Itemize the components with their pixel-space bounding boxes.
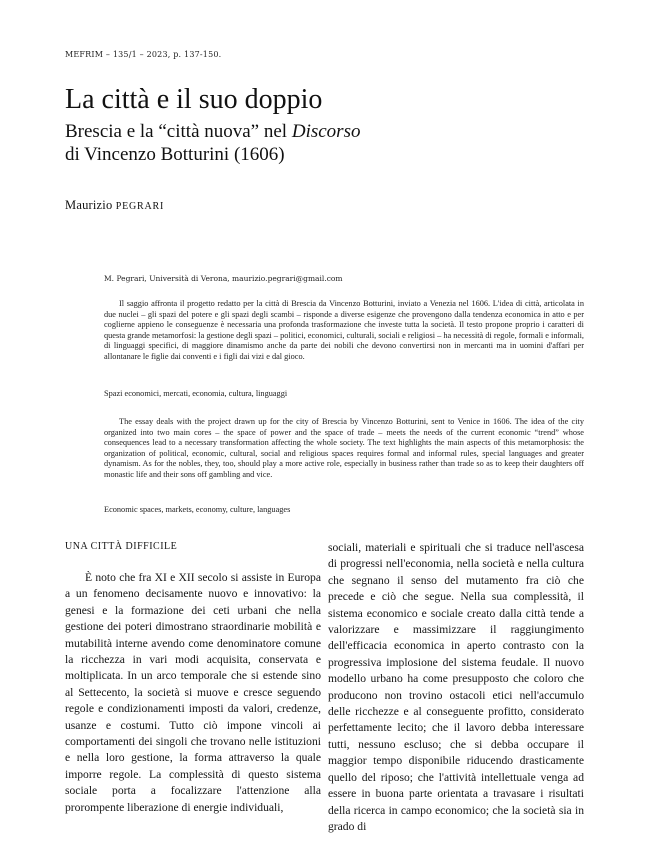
body-column-left [65,540,321,816]
body-paragraph: È noto che fra XI e XII secolo si assiste in Europa a un fenomeno decisamente nuovo e innovativo: la genesi e la formazione dei ceti urbani che nella gestione dei poteri dimostrano straordinarie mobilità e mutabilità interne avendo come denominatore comune la ricchezza in vari modi acquisita, conservata e moltiplicata. In un arco temporale che si estende sino al Settecento, la società si muove e cresce seguendo regole e condizionamenti imposti da valori, credenze, usanze e costumi. Tutto ciò impone vincoli ai comportamenti dei singoli che trovano nelle istituzioni e nella loro gestione, la forma attraverso la quale imporre regole. La complessità di questo sistema sociale porta a focalizzare l'attenzione alla prorompente liberazione di energie individuali, [65,571,321,814]
abstract-italian: Il saggio affronta il progetto redatto per la città di Brescia da Vincenzo Botturini, inviato a Venezia nel 1606. L'idea di città, articolata in due nuclei – gli spazi del potere e gli spazi degli scambi – risponde a diverse esigenze che provengono dalla tendenza economica in atto e per coglierne appieno le conseguenze è necessaria una profonda trasformazione che investe tutta la società. Il testo propone proprio i caratteri di questa grande metamorfosi: la gestione degli spazi – politici, economici, culturali, sociali e religiosi – ha necessità di regole, formali e informali, di linguaggi specifici, di maggiore dinamismo anche da parte dei nobili che devono convertirsi non in mercanti ma in uomini d'affari per allontanare le figlie dai conventi e i figli dai vizi e dal gioco. [104,299,584,361]
article-subtitle [65,120,585,166]
author-affiliation: M. Pegrari, Università di Verona, maurizio.pegrari@gmail.com [104,274,343,283]
body-paragraph-continued: sociali, materiali e spirituali che si traduce nell'ascesa di progressi nell'economia, nella società e nella cultura che segnano il senso del mutamento fra ciò che precede e ciò che segue. Nella sua complessità, il sistema economico e sociale creato dalla città tende a valorizzare e massimizzare il raggiungimento dell'efficacia economica in aperto contrasto con la progressiva implosione del sistema feudale. Il nuovo modello urbano ha come presupposto che coloro che producono non trovino ostacoli etici nell'accumulo delle ricchezze e al conseguente profitto, considerato perfettamente lecito; che il lavoro debba interessare tutti, nessuno escluso; che si debba occupare il maggior tempo disponibile riducendo drasticamente quello del riposo; che l'attività intellettuale venga ad essere in buona parte orientata a travasare i risultati della ricerca in campo economico; che la società sia in grado di [328,541,584,833]
keywords-english: Economic spaces, markets, economy, culture, languages [104,505,291,514]
subtitle-pre: Brescia e la “città nuova” nel [65,121,292,142]
abstract-english: The essay deals with the project drawn up for the city of Brescia by Vincenzo Botturini, sent to Venice in 1606. The idea of the city organized into two main cores – the space of power and the space of trade – meets the needs of the current economic “trend” whose consequences lead to a necessary transformation affecting the whole society. The text highlights the main aspects of this metamorphosis: the organization of political, economic, cultural, social and religious spaces requires formal and informal rules, special languages and greater dynamism. As for the nobles, they, too, should play a more active role, especially in business rather than trade so as to keep their daughters off monastic life and their sons off gambling and vice. [104,417,584,479]
section-heading: UNA CITTÀ DIFFICILE [65,541,178,552]
author-name [65,198,164,213]
body-column-right [328,540,584,835]
subtitle-italic: Discorso [291,121,361,142]
author-last-name: PEGRARI [115,201,165,212]
article-title: La città e il suo doppio [65,84,323,115]
keywords-italian: Spazi economici, mercati, economia, cultura, linguaggi [104,389,288,398]
author-first-name: Maurizio [65,198,116,212]
subtitle-post: di Vincenzo Botturini (1606) [65,144,285,165]
journal-reference: MEFRIM – 135/1 – 2023, p. 137-150. [65,50,222,59]
